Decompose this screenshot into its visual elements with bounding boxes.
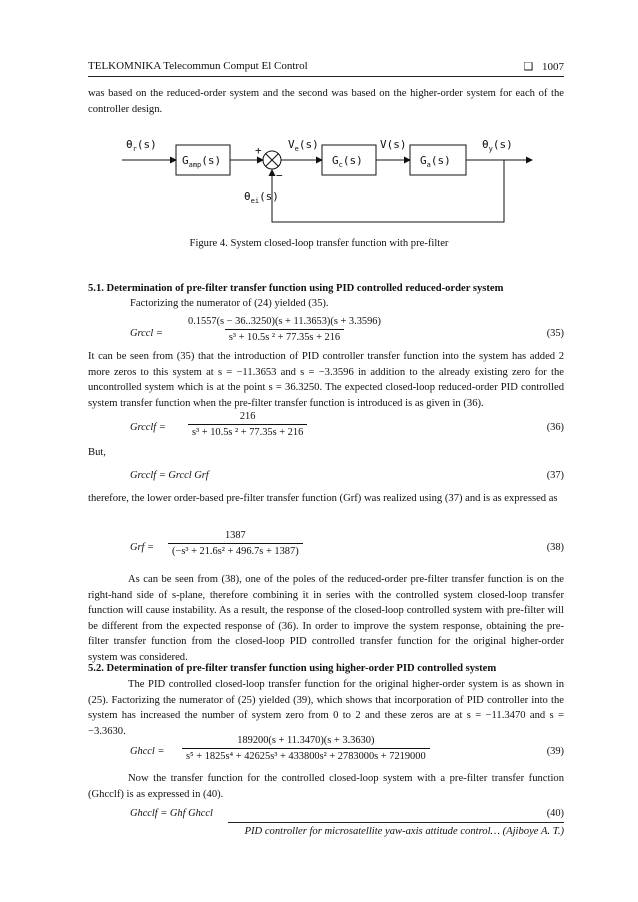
minus-sign: − [276,169,283,182]
page-number-group [523,60,564,73]
section-5-2-title: 5.2. Determination of pre-filter transfer function using higher-order PID controlled system [88,663,497,674]
running-footer: PID controller for microsatellite yaw-axis attitude control… (Ajiboye A. T.) [244,826,564,837]
feedback-path [272,160,504,222]
section-5-1-lead: Factorizing the numerator of (24) yielded (35). [130,298,329,309]
eq38-numerator: 1387 [224,530,246,541]
section-5-1-title: 5.1. Determination of pre-filter transfer function using PID controlled reduced-order system [88,283,504,294]
page-number: 1007 [542,61,564,73]
journal-name: TELKOMNIKA Telecommun Comput El Control [88,60,308,72]
eq40-text: Ghcclf = Ghf Ghccl [130,808,213,819]
gamp-label: $G_{amp}(s)$ [182,154,222,169]
eq36-numerator: 216 [239,411,256,422]
output-label: $\theta_y(s)$ [482,138,513,153]
equation-37 [88,470,564,488]
input-label: $\theta_r(s)$ [126,138,157,153]
paragraph-before-40: Now the transfer function for the controlled closed-loop system with a pre-filter transfer function (Ghcclf) is as expressed in (40). [88,773,564,800]
equation-38 [88,530,564,568]
v-label: V(s) [380,138,407,151]
paragraph-after-38: As can be seen from (38), one of the poles of the reduced-order pre-filter transfer function is on the right-hand side of s-plane, therefore combining it in series with the controlled system closed-loop transfer function will cause instability. As a result, the response of the closed-loop controlled system with pre-filter will be different from the expected response of (36). In order to improve the system response, obtaining the pre-filter transfer function from the closed-loop PID controlled transfer function for the original higher-order system was considered. [88,574,564,663]
header-rule [88,76,564,77]
eq36-fraction [188,411,307,438]
footer-rule [228,822,564,823]
intro-paragraph: was based on the reduced-order system and the second was based on the higher-order system for each of the controller design. [88,88,564,115]
eq36-number: (36) [546,422,564,433]
eq39-fraction [182,735,430,762]
eq35-lhs: Grccl = [130,328,163,339]
eq39-lhs: Ghccl = [130,746,165,757]
eq35-numerator: 0.1557(s − 36..3250)(s + 11.3653)(s + 3.3596) [188,316,381,327]
eq39-numerator: 189200(s + 11.3470)(s + 3.3630) [237,735,375,746]
gc-label: $G_c(s)$ [332,154,363,169]
ga-label: $G_a(s)$ [420,154,451,169]
equation-39 [88,735,564,773]
eq35-denominator: s³ + 10.5s ² + 77.35s + 216 [225,329,344,343]
eq35-fraction [184,316,385,343]
eq39-number: (39) [546,746,564,757]
eq37-number: (37) [546,470,564,481]
paragraph-5-2: The PID controlled closed-loop transfer function for the original higher-order system is as shown in (25). Factorizing the numerator of (25) yielded (39), which shows that incorporation of PID controller into the system has increased the number of system zero from 0 to 2 and these zeros are at s = −11.3470 and s = −3.3630. [88,679,564,737]
paragraph-before-38: therefore, the lower order-based pre-filter transfer function (Grf) was realized using (37) and is as expressed as [88,493,558,504]
equation-36 [88,411,564,449]
eq37-text: Grcclf = Grccl Grf [130,470,209,481]
eq36-lhs: Grcclf = [130,422,166,433]
checkbox-icon: ❑ [523,61,534,73]
eq38-denominator: (−s³ + 21.6s² + 496.7s + 1387) [168,543,303,557]
eq38-lhs: Grf = [130,542,155,553]
eq38-fraction [168,530,303,557]
eq36-denominator: s³ + 10.5s ² + 77.35s + 216 [188,424,307,438]
but-text: But, [88,447,106,458]
plus-sign: + [255,144,262,157]
ve-label: $V_e(s)$ [288,138,319,153]
block-diagram [118,132,538,232]
eq40-number: (40) [546,808,564,819]
feedback-label: $\theta_{ei}(s)$ [244,190,279,205]
running-header [88,60,564,73]
paragraph-after-35: It can be seen from (35) that the introduction of PID controller transfer function into the system has added 2 more zeros to this system at s = −11.3653 and s = −3.3596 in addition to the already existing zero for the uncontrolled system which is at the point s = 36.3250. The expected closed-loop reduced-order PID controlled system transfer function when the pre-filter transfer function is introduced is as given in (36). [88,351,564,409]
eq39-denominator: s⁵ + 1825s⁴ + 42625s³ + 433800s² + 2783000s + 7219000 [182,748,430,762]
figure-caption: Figure 4. System closed-loop transfer function with pre-filter [189,238,449,249]
eq35-number: (35) [546,328,564,339]
eq38-number: (38) [546,542,564,553]
